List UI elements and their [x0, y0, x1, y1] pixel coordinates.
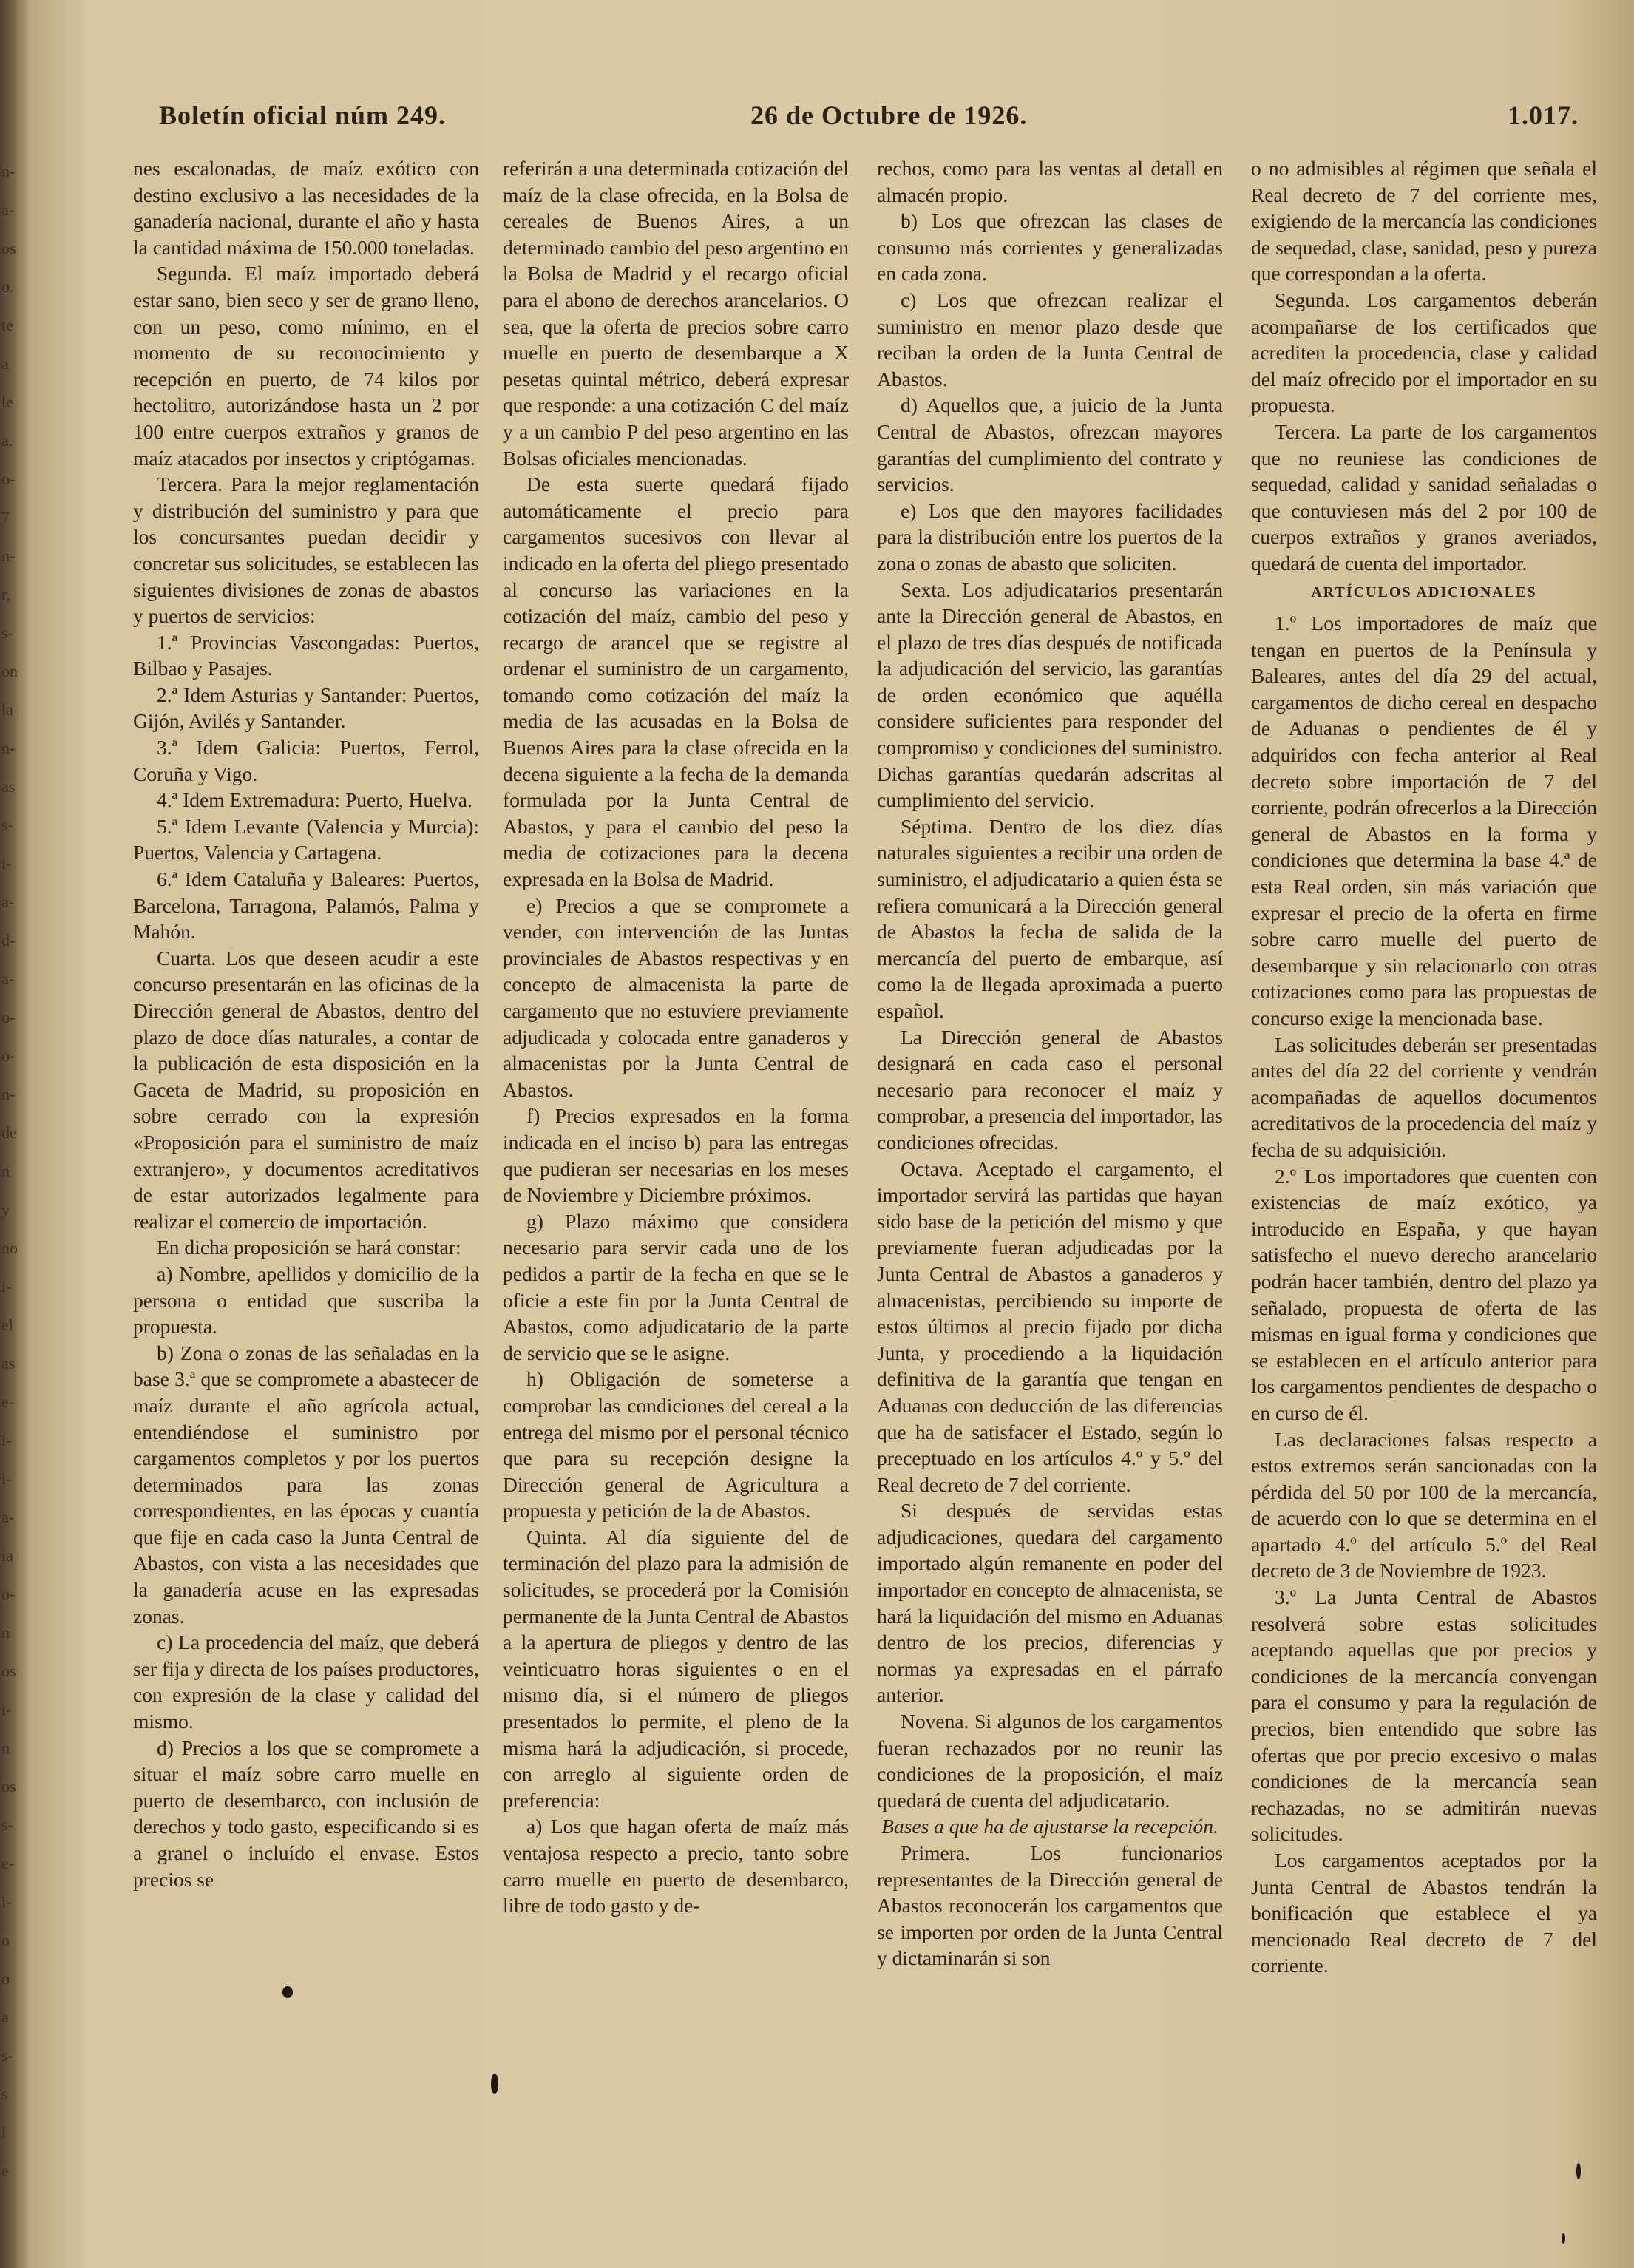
paragraph: c) La procedencia del maíz, que deberá ser fija y directa de los países productores, con expresión de la clase y calidad del mismo.	[133, 1631, 479, 1733]
paragraph: 2.ª Idem Asturias y Santander: Puertos, Gijón, Avilés y Santander.	[133, 683, 479, 733]
header-publication: Boletín oficial núm 249.	[159, 101, 447, 130]
section-subtitle: Bases a que ha de ajustarse la recepción.	[881, 1815, 1218, 1838]
margin-fragment: el	[1, 1316, 13, 1334]
paragraph: De esta suerte quedará fijado automáticamente el precio para cargamentos sucesivos con llevar al indicado en la oferta del pliego presentado al concurso las variaciones en la cotización del maíz, cambio del peso y recargo de arancel que se registre al ordenar el suministro de un cargamento, tomando como cotización del maíz la media de las acusadas en la Bolsa de Buenos Aires para la clase ofrecida en la decena siguiente a la fecha de la demanda formulada por la Junta Central de Abastos, y para el cambio del peso la media de cotizaciones para la decena expresada en la Bolsa de Madrid.	[503, 473, 849, 891]
paragraph: 3.ª Idem Galicia: Puertos, Ferrol, Coruña y Vigo.	[133, 736, 479, 785]
header-page-number: 1.017.	[1508, 101, 1579, 130]
paragraph: Si después de servidas estas adjudicaciones, quedara del cargamento importado algún remanente en poder del importador en concepto de almacenista, se hará la liquidación del mismo en Aduanas dentro de los precios, diferencias y normas ya expresadas en el párrafo anterior.	[877, 1499, 1223, 1707]
margin-fragment: o-	[1, 1009, 16, 1026]
paragraph: 6.ª Idem Cataluña y Baleares: Puertos, Barcelona, Tarragona, Palamós, Palma y Mahón.	[133, 867, 479, 944]
ink-blot	[491, 2074, 498, 2094]
margin-fragment: n-	[1, 163, 16, 180]
margin-fragment: 7	[1, 509, 10, 527]
text-column-4	[1251, 155, 1597, 2211]
paragraph: e) Precios a que se compromete a vender, con intervención de las Juntas provinciales de Abastos respectivas y en concepto de almacenista la parte de cargamento que no estuviere previamente adjudicada y colocada entre ganaderos y almacenistas por la Junta Central de Abastos.	[503, 893, 849, 1101]
margin-fragment: d-	[1, 932, 16, 949]
ink-blot	[1576, 2163, 1581, 2179]
text-column-2	[503, 155, 849, 2211]
margin-fragment: s-	[1, 1816, 13, 1834]
margin-fragment: s-	[1, 816, 13, 834]
paragraph: Las declaraciones falsas respecto a estos extremos serán sancionadas con la pérdida del 50 por 100 de la mercancía, de acuerdo con lo que se determina en el apartado 4.º del artículo 5.º del Real decreto de 3 de Noviembre de 1923.	[1251, 1427, 1597, 1582]
paragraph: e) Los que den mayores facilidades para la distribución entre los puertos de la zona o zonas de abasto que soliciten.	[877, 498, 1223, 575]
margin-fragment: i-	[1, 1278, 12, 1296]
paragraph: Sexta. Los adjudicatarios presentarán ante la Dirección general de Abastos, en el plazo de tres días después de notificada la adjudicación del servicio, las garantías de orden económico que aquélla considere suficientes para responder del compromiso y condiciones del suministro. Dichas garantías quedarán adscritas al cumplimiento del servicio.	[877, 578, 1223, 812]
margin-fragment: e-	[1, 1855, 15, 1872]
margin-fragment: te	[1, 316, 13, 334]
paragraph: Segunda. El maíz importado deberá estar sano, bien seco y ser de grano lleno, con un peso, como mínimo, en el momento de su reconocimiento y recepción en puerto, de 74 kilos por hectolitro, autorizándose hasta un 2 por 100 entre cuerpos extraños y granos de maíz atacados por insectos y criptógamas.	[133, 262, 479, 470]
margin-fragment: n	[1, 1624, 10, 1642]
page-header	[159, 100, 1579, 137]
margin-fragment: n-	[1, 739, 16, 757]
margin-fragment: n	[1, 1739, 10, 1757]
margin-fragment: a	[1, 355, 9, 373]
margin-fragment: de	[1, 1124, 17, 1142]
margin-fragment: a	[1, 2008, 9, 2026]
margin-fragment: y	[1, 1201, 10, 1219]
paragraph: Cuarta. Los que deseen acudir a este concurso presentarán en las oficinas de la Dirección general de Abastos, dentro del plazo de doce días naturales, a contar de la publicación de esta disposición en la Gaceta de Madrid, su proposición en sobre cerrado con la expresión «Proposición para el suministro de maíz extranjero», y documentos acreditativos de estar autorizados legalmente para realizar el comercio de importación.	[133, 946, 479, 1233]
paragraph: La Dirección general de Abastos designará en cada caso el personal necesario para reconocer el maíz y comprobar, a presencia del importador, las condiciones ofrecidas.	[877, 1025, 1223, 1154]
paragraph: nes escalonadas, de maíz exótico con destino exclusivo a las necesidades de la ganadería nacional, durante el año y hasta la cantidad máxima de 150.000 toneladas.	[133, 157, 479, 259]
margin-fragment: a-	[1, 970, 15, 988]
margin-fragment: i-	[1, 1432, 12, 1449]
paragraph: Octava. Aceptado el cargamento, el importador servirá las partidas que hayan sido base de la petición del mismo y que previamente fueran adjudicadas por la Junta Central de Abastos a ganaderos y almacenistas, percibiendo su importe de estos últimos al precio fijado por dicha Junta, y procediendo a la liquidación definitiva de la garantía que tengan en Aduanas con deducción de las diferencias que ha de satisfacer el Estado, según lo preceptuado en los artículos 4.º y 5.º del Real decreto de 7 del corriente.	[877, 1157, 1223, 1496]
header-date: 26 de Octubre de 1926.	[750, 101, 1028, 130]
paragraph: b) Zona o zonas de las señaladas en la base 3.ª que se compromete a abastecer de maíz durante el año agrícola actual, entendiéndose el suministro por cargamentos completos y por los puertos determinados para las zonas correspondientes, en las épocas y cuantía que fije en cada caso la Junta Central de Abastos, con vista a las necesidades que la ganadería acuse en las expresadas zonas.	[133, 1341, 479, 1628]
paragraph: Segunda. Los cargamentos deberán acompañarse de los certificados que acrediten la procedencia, clase y calidad del maíz ofrecido por el importador en su propuesta.	[1251, 288, 1597, 417]
margin-fragment: no	[1, 1239, 18, 1257]
paragraph: rechos, como para las ventas al detall en almacén propio.	[877, 157, 1223, 206]
paragraph: c) Los que ofrezcan realizar el suministro en menor plazo desde que reciban la orden de la Junta Central de Abastos.	[877, 288, 1223, 390]
paragraph: h) Obligación de someterse a comprobar las condiciones del cereal a la entrega del mismo por el personal técnico que para su recepción designe la Dirección general de Agricultura a propuesta y petición de la de Abastos.	[503, 1367, 849, 1523]
paragraph: Tercera. Para la mejor reglamentación y distribución del suministro y para que los concursantes puedan decidir y concretar sus solicitudes, se establecen las siguientes divisiones de zonas de abastos y puertos de servicios:	[133, 473, 479, 628]
ink-blot	[282, 1986, 293, 1998]
paragraph: Tercera. La parte de los cargamentos que no reuniese las condiciones de sequedad, calidad y sanidad señaladas o que contuviesen más del 2 por 100 de cuerpos extraños y granos averiados, quedará de cuenta del importador.	[1251, 419, 1597, 575]
paragraph: 2.º Los importadores que cuenten con existencias de maíz exótico, ya introducido en España, y que hayan satisfecho el nuevo derecho arancelario podrán hacer también, dentro del plazo ya señalado, propuesta de oferta de las mismas en igual forma y condiciones que se establecen en el artículo anterior para los cargamentos pendientes de despacho o en curso de él.	[1251, 1164, 1597, 1424]
paragraph: d) Precios a los que se compromete a situar el maíz sobre carro muelle en puerto de desembarco, con inclusión de derechos y todo gasto, especificando si es a granel o incluído el envase. Estos precios se	[133, 1736, 479, 1891]
margin-fragment: a-	[1, 1509, 15, 1526]
ink-blot	[1562, 2233, 1565, 2244]
paragraph: b) Los que ofrezcan las clases de consumo más corrientes y generalizadas en cada zona.	[877, 209, 1223, 285]
margin-fragment: ia	[1, 1547, 13, 1565]
margin-fragment: i-	[1, 1470, 12, 1488]
margin-fragment: i-	[1, 1893, 12, 1911]
paragraph: o no admisibles al régimen que señala el Real decreto de 7 del corriente mes, exigiendo de la mercancía las condiciones de sequedad, clase, sanidad, peso y pureza que correspondan a la oferta.	[1251, 157, 1597, 285]
paragraph: 1.ª Provincias Vascongadas: Puertos, Bilbao y Pasajes.	[133, 630, 479, 680]
margin-fragment: r,	[1, 586, 10, 603]
section-heading: ARTÍCULOS ADICIONALES	[1311, 583, 1537, 600]
margin-fragment: o-	[1, 1047, 16, 1065]
paragraph: a) Los que hagan oferta de maíz más ventajosa respecto a precio, tanto sobre carro muelle en puerto de desembarco, libre de todo gasto y de-	[503, 1815, 849, 1917]
margin-fragment: n	[1, 1162, 10, 1180]
margin-fragment: n-	[1, 547, 16, 565]
paragraph: d) Aquellos que, a juicio de la Junta Central de Abastos, ofrezcan mayores garantías del cumplimiento del contrato y servicios.	[877, 393, 1223, 496]
margin-fragment: s	[1, 2085, 8, 2103]
paragraph: Los cargamentos aceptados por la Junta Central de Abastos tendrán la bonificación que establece el ya mencionado Real decreto de 7 del corriente.	[1251, 1849, 1597, 1977]
margin-fragment: e	[1, 2162, 9, 2180]
paragraph: Primera. Los funcionarios representantes de la Dirección general de Abastos reconocerán los cargamentos que se importen por orden de la Junta Central y dictaminarán si son	[877, 1841, 1223, 1970]
paragraph: En dicha proposición se hará constar:	[157, 1236, 461, 1259]
paragraph: 5.ª Idem Levante (Valencia y Murcia): Puertos, Valencia y Cartagena.	[133, 814, 479, 864]
paragraph: Quinta. Al día siguiente del de terminación del plazo para la admisión de solicitudes, se procederá por la Comisión permanente de la Junta Central de Abastos a la apertura de pliegos y dentro de las veinticuatro horas siguientes o en el mismo día, si el número de pliegos presentados lo permite, el pleno de la misma hará la adjudicación, si procede, con arreglo al siguiente orden de preferencia:	[503, 1525, 849, 1812]
margin-fragment: o	[1, 1970, 10, 1988]
margin-fragment: s-	[1, 2047, 13, 2065]
margin-fragment: l	[1, 2124, 7, 2142]
paragraph: g) Plazo máximo que considera necesario para servir cada uno de los pedidos a partir de la fecha en que se le oficie a este fin por la Junta Central de Abastos, como adjudicatario de la parte de servicio que se le asigne.	[503, 1209, 849, 1364]
paragraph: 3.º La Junta Central de Abastos resolverá sobre estas solicitudes aceptando aquellas que por precios y condiciones de la mercancía convengan para el consumo y para la regulación de precios, bien entendido que sobre las ofertas que por precio excesivo o malas condiciones de la mercancía sean rechazadas, no se admitirán nuevas solicitudes.	[1251, 1585, 1597, 1846]
margin-fragment: s-	[1, 624, 13, 642]
margin-fragment: o-	[1, 470, 16, 488]
margin-fragment: o	[1, 1932, 10, 1949]
paragraph: a) Nombre, apellidos y domicilio de la persona o entidad que suscriba la propuesta.	[133, 1262, 479, 1338]
margin-fragment: n-	[1, 1086, 16, 1103]
margin-fragment: as	[1, 1355, 16, 1372]
text-column-3	[877, 155, 1223, 2211]
paragraph: 1.º Los importadores de maíz que tengan en puertos de la Península y Baleares, antes del día 29 del actual, cargamentos de dicho cereal en despacho de Aduanas o pendientes de él y adquiridos con fecha anterior al Real decreto sobre importación de 7 del corriente, podrán ofrecerlos a la Dirección general de Abastos en la forma y condiciones que determina la base 4.ª de esta Real orden, sin más variación que expresar el precio de la oferta en firme sobre carro muelle del puerto de desembarque y sin relacionarlo con otras cotizaciones como para las propuestas de concurso exige la mencionada base.	[1251, 612, 1597, 1029]
paragraph: 4.ª Idem Extremadura: Puerto, Huelva.	[157, 788, 472, 812]
margin-fragment: os	[1, 1778, 16, 1795]
margin-fragment: on	[1, 663, 18, 680]
margin-fragment: i-	[1, 855, 12, 873]
margin-fragment: a.	[1, 432, 13, 450]
paragraph: Séptima. Dentro de los diez días naturales siguientes a recibir una orden de suministro, el adjudicatario a quien ésta se refiera comunicará a la Dirección general de Abastos la fecha de salida de la mercancía del puerto de embarque, así como la de llegada aproximada a puerto español.	[877, 814, 1223, 1022]
paragraph: f) Precios expresados en la forma indicada en el inciso b) para las entregas que pudieran ser necesarias en los meses de Noviembre y Diciembre próximos.	[503, 1104, 849, 1207]
paragraph: referirán a una determinada cotización del maíz de la clase ofrecida, en la Bolsa de cereales de Buenos Aires, a un determinado cambio del peso argentino en la Bolsa de Madrid y el recargo oficial para el abono de derechos arancelarios. O sea, que la oferta de precios sobre carro muelle en puerto de desembarque a X pesetas quintal métrico, deberá expresar que responde: a una cotización C del maíz y a un cambio P del peso argentino en las Bolsas oficiales mencionadas.	[503, 157, 849, 470]
paragraph: Las solicitudes deberán ser presentadas antes del día 22 del corriente y vendrán acompañadas de aquellos documentos acreditativos de la procedencia del maíz y fecha de su adquisición.	[1251, 1032, 1597, 1161]
margin-fragment: o.	[1, 278, 14, 296]
margin-fragment: a-	[1, 893, 15, 911]
margin-fragment: le	[1, 393, 13, 411]
margin-fragment: a-	[1, 201, 15, 219]
margin-fragment: i-	[1, 1701, 12, 1719]
margin-fragment: os	[1, 240, 16, 257]
paragraph: Novena. Si algunos de los cargamentos fueran rechazados por no reunir las condiciones de la proposición, el maíz quedará de cuenta del adjudicatario.	[877, 1710, 1223, 1812]
margin-fragment: os	[1, 1662, 16, 1680]
margin-fragment: o-	[1, 1585, 16, 1603]
margin-fragment: la	[1, 701, 13, 719]
margin-fragment: e-	[1, 1393, 15, 1411]
left-margin-fragments	[0, 0, 25, 2268]
margin-fragment: as	[1, 778, 16, 796]
text-column-1	[133, 155, 479, 2211]
